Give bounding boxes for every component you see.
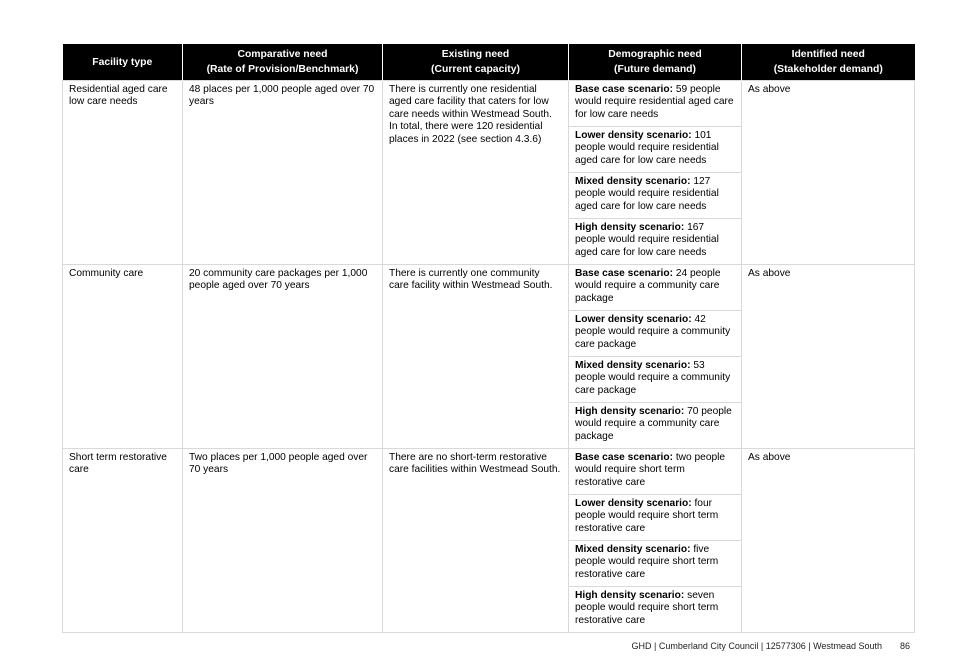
comparative-need-cell: Two places per 1,000 people aged over 70 years bbox=[183, 449, 383, 633]
scenario-text: 167 people would require residential aged care for low care needs bbox=[575, 222, 719, 258]
demographic-need-cell bbox=[569, 265, 742, 449]
header-sublabel: (Rate of Provision/Benchmark) bbox=[206, 64, 359, 75]
scenario-text: 127 people would require residential aged care for low care needs bbox=[575, 176, 719, 212]
facility-type-cell: Residential aged care low care needs bbox=[63, 81, 183, 265]
facility-type-cell: Short term restorative care bbox=[63, 449, 183, 633]
scenario-text: seven people would require short term restorative care bbox=[575, 590, 719, 626]
scenario-label: High density scenario: bbox=[575, 590, 685, 601]
scenario-text: 59 people would require residential aged care for low care needs bbox=[575, 84, 734, 120]
scenario-label: Base case scenario: bbox=[575, 84, 673, 95]
identified-need-cell: As above bbox=[742, 265, 915, 449]
comparative-need-cell: 20 community care packages per 1,000 people aged over 70 years bbox=[183, 265, 383, 449]
header-existing-need bbox=[383, 44, 569, 81]
facility-type-cell: Community care bbox=[63, 265, 183, 449]
identified-need-cell: As above bbox=[742, 81, 915, 265]
header-label: Facility type bbox=[92, 56, 153, 68]
facility-needs-table bbox=[62, 44, 915, 633]
scenario-label: High density scenario: bbox=[575, 406, 685, 417]
scenario-label: Base case scenario: bbox=[575, 452, 673, 463]
table-header-row bbox=[63, 44, 915, 81]
scenario-text: 101 people would require residential aged care for low care needs bbox=[575, 130, 719, 166]
header-demographic-need bbox=[569, 44, 742, 81]
header-label: Comparative need bbox=[237, 49, 328, 60]
scenario-lower-density bbox=[569, 127, 741, 173]
scenario-label: Mixed density scenario: bbox=[575, 176, 691, 187]
scenario-text: 70 people would require a community care package bbox=[575, 406, 732, 442]
scenario-high-density bbox=[569, 403, 741, 448]
scenario-mixed-density bbox=[569, 173, 741, 219]
header-comparative-need bbox=[183, 44, 383, 81]
identified-need-cell: As above bbox=[742, 449, 915, 633]
scenario-high-density bbox=[569, 587, 741, 632]
scenario-label: Base case scenario: bbox=[575, 268, 673, 279]
page-footer bbox=[560, 641, 910, 651]
scenario-base-case bbox=[569, 449, 741, 495]
scenario-text: 24 people would require a community care package bbox=[575, 268, 721, 304]
existing-need-cell: There is currently one residential aged care facility that caters for low care needs within Westmead South. In total, there were 120 residential places in 2022 (see section 4.3.6) bbox=[383, 81, 569, 265]
scenario-lower-density bbox=[569, 495, 741, 541]
demographic-need-cell bbox=[569, 449, 742, 633]
scenario-text: 53 people would require a community care package bbox=[575, 360, 731, 396]
scenario-label: High density scenario: bbox=[575, 222, 685, 233]
table-row bbox=[63, 81, 915, 265]
header-sublabel: (Stakeholder demand) bbox=[773, 64, 883, 75]
scenario-label: Mixed density scenario: bbox=[575, 360, 691, 371]
table-row bbox=[63, 265, 915, 449]
scenario-label: Lower density scenario: bbox=[575, 498, 692, 509]
scenario-label: Mixed density scenario: bbox=[575, 544, 691, 555]
header-sublabel: (Current capacity) bbox=[431, 64, 520, 75]
header-label: Demographic need bbox=[608, 49, 702, 60]
header-label: Existing need bbox=[441, 49, 510, 60]
existing-need-cell: There is currently one community care facility within Westmead South. bbox=[383, 265, 569, 449]
scenario-base-case bbox=[569, 81, 741, 127]
scenario-text: 42 people would require a community care package bbox=[575, 314, 731, 350]
scenario-label: Lower density scenario: bbox=[575, 130, 692, 141]
demographic-need-cell bbox=[569, 81, 742, 265]
header-label: Identified need bbox=[791, 49, 865, 60]
table-row bbox=[63, 449, 915, 633]
scenario-text: five people would require short term restorative care bbox=[575, 544, 719, 580]
scenario-mixed-density bbox=[569, 541, 741, 587]
scenario-mixed-density bbox=[569, 357, 741, 403]
comparative-need-cell: 48 places per 1,000 people aged over 70 years bbox=[183, 81, 383, 265]
header-identified-need bbox=[742, 44, 915, 81]
header-facility-type bbox=[63, 44, 183, 81]
scenario-lower-density bbox=[569, 311, 741, 357]
scenario-label: Lower density scenario: bbox=[575, 314, 692, 325]
footer-citation: GHD | Cumberland City Council | 12577306 | Westmead South bbox=[631, 641, 882, 651]
page-number: 86 bbox=[899, 641, 910, 651]
scenario-text: four people would require short term restorative care bbox=[575, 498, 719, 534]
scenario-text: two people would require short term restorative care bbox=[575, 452, 726, 488]
header-sublabel: (Future demand) bbox=[614, 64, 696, 75]
existing-need-cell: There are no short-term restorative care facilities within Westmead South. bbox=[383, 449, 569, 633]
scenario-high-density bbox=[569, 219, 741, 264]
scenario-base-case bbox=[569, 265, 741, 311]
